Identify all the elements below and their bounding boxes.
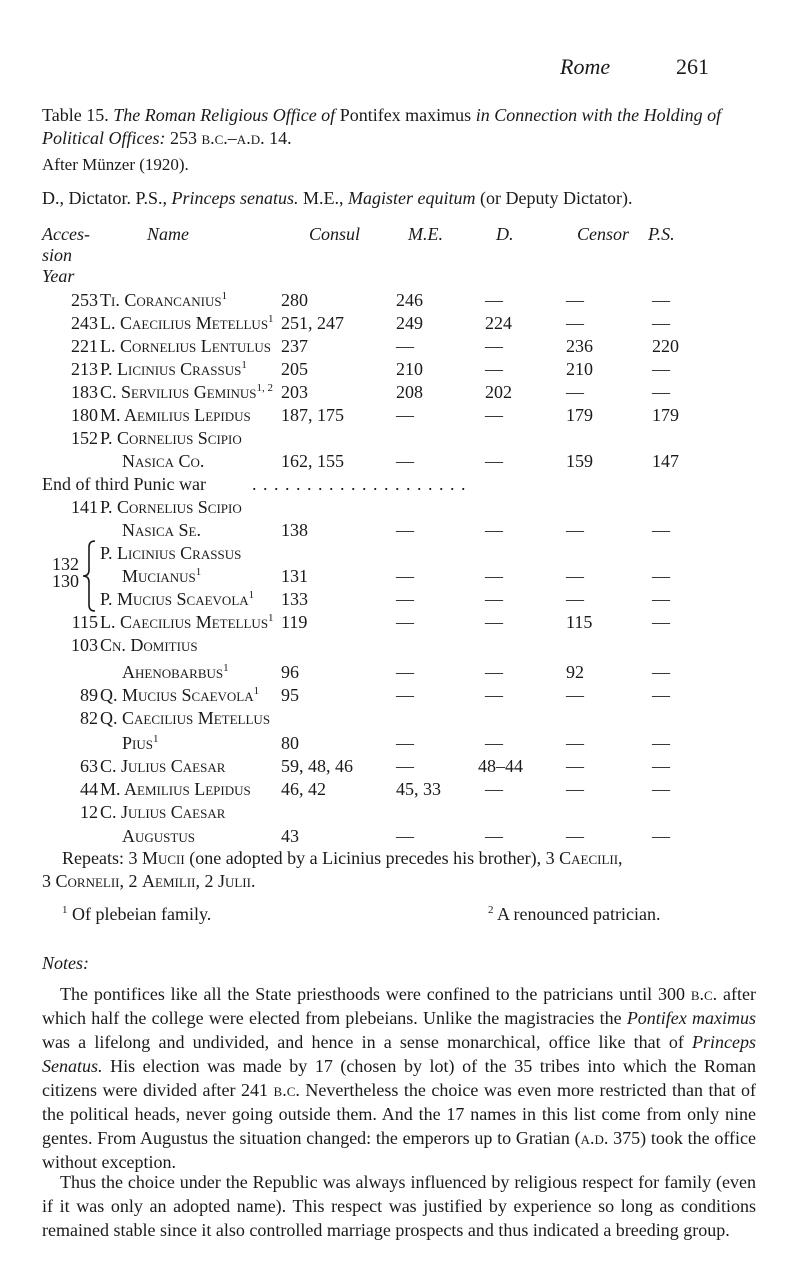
name-text: L. Caecilius Metellus — [100, 313, 269, 333]
table-row — [0, 451, 800, 473]
cell-consul: 80 — [281, 733, 299, 753]
footnote-2 — [488, 904, 660, 925]
cell-me: — — [396, 733, 414, 753]
cell-consul: 43 — [281, 826, 299, 846]
cell-me: 249 — [396, 313, 423, 333]
table-row — [0, 359, 800, 381]
col-consul: Consul — [309, 224, 361, 244]
cell-censor: — — [566, 685, 584, 705]
col-name: Name — [147, 224, 189, 244]
cell-ps: — — [652, 359, 670, 379]
repeats-text-e: 3 — [42, 871, 56, 891]
name-text: C. Servilius Geminus — [100, 382, 257, 402]
name-text: P. Cornelius Scipio — [100, 428, 242, 448]
page-number: 261 — [676, 54, 709, 79]
repeats-text-g: , 2 — [119, 871, 142, 891]
cell-name — [100, 612, 274, 633]
cell-name — [100, 359, 247, 380]
cell-me: — — [396, 589, 414, 609]
col-ps: P.S. — [648, 224, 675, 244]
footnote-2-text: A renounced patrician. — [493, 904, 661, 924]
table-row — [0, 826, 800, 848]
cell-consul: 251, 247 — [281, 313, 344, 333]
cell-consul: 138 — [281, 520, 308, 540]
footnote-1-mark: 1 — [62, 904, 68, 916]
cell-name — [100, 382, 273, 403]
repeats-text-i: , 2 — [195, 871, 218, 891]
name-text: Ahenobarbus — [122, 662, 224, 682]
cell-year: 12 — [80, 802, 98, 822]
cell-name: Cn. Domitius — [100, 635, 198, 655]
caption-italic-2: in Connection with the Holding of Political Offices: — [42, 105, 722, 148]
cell-censor: 236 — [566, 336, 593, 356]
cell-name — [100, 405, 251, 426]
cell-d: — — [485, 826, 503, 846]
table-source: After Münzer (1920). — [42, 155, 189, 174]
repeats-text-j: Julii — [217, 871, 251, 891]
table-row — [0, 382, 800, 404]
abbreviations — [42, 188, 632, 209]
cell-d: — — [485, 566, 503, 586]
cell-ps: — — [652, 520, 670, 540]
cell-consul: 237 — [281, 336, 308, 356]
punic-war-label: End of third Punic war — [42, 474, 206, 494]
cell-consul: 119 — [281, 612, 308, 632]
cell-name: C. Julius Caesar — [100, 802, 226, 822]
name-text: Mucianus — [122, 566, 196, 586]
cell-me: 246 — [396, 290, 423, 310]
cell-ps: — — [652, 566, 670, 586]
cell-d: — — [485, 520, 503, 540]
repeats-text-h: Aemilii — [142, 871, 196, 891]
table-caption — [42, 104, 762, 150]
cell-name: Nasica Se. — [122, 520, 201, 540]
cell-me: — — [396, 826, 414, 846]
footnote-mark: 1 — [223, 662, 229, 674]
repeats-text-b: Mucii — [141, 848, 185, 868]
cell-year: 82 — [80, 708, 98, 728]
cell-censor: 210 — [566, 359, 593, 379]
cell-year: 115 — [71, 612, 98, 632]
abbrev-part-3: (or Deputy Dictator). — [475, 188, 633, 208]
notes-heading: Notes: — [42, 953, 89, 973]
cell-consul: 280 — [281, 290, 308, 310]
abbrev-italic-1: Princeps senatus. — [171, 188, 299, 208]
cell-d: — — [485, 290, 503, 310]
cell-censor: 92 — [566, 662, 584, 682]
brace-year-bottom: 130 — [52, 571, 79, 591]
p1-t4: Pontifex maximus — [626, 1008, 756, 1028]
cell-year: 141 — [71, 497, 98, 517]
cell-year: 63 — [80, 756, 98, 776]
table-row — [0, 779, 800, 801]
col-year-2: sion — [42, 245, 73, 265]
p1-t3: after which half the college were elected from plebeians. Unlike the magistracies the — [42, 984, 756, 1028]
cell-name — [100, 428, 242, 449]
cell-ps: — — [652, 313, 670, 333]
cell-consul: 96 — [281, 662, 299, 682]
name-text: L. Cornelius Lentulus — [100, 336, 271, 356]
footnote-mark: 1 — [152, 733, 159, 745]
footnote-2-mark: 2 — [488, 904, 494, 916]
col-censor: Censor — [577, 224, 630, 244]
p1-t6: Princeps Senatus. — [42, 1032, 756, 1076]
cell-ps: 179 — [652, 405, 679, 425]
cell-d: 48–44 — [478, 756, 523, 776]
brace-year-top: 132 — [52, 554, 79, 574]
abbrev-part-1: D., Dictator. P.S., — [42, 188, 172, 208]
cell-censor: — — [566, 733, 584, 753]
table-row — [0, 428, 800, 450]
cell-consul: 162, 155 — [281, 451, 344, 471]
cell-ps: — — [652, 756, 670, 776]
cell-me: 45, 33 — [396, 779, 441, 799]
cell-ps: 147 — [652, 451, 679, 471]
table-row — [0, 756, 800, 778]
table-row — [0, 685, 800, 707]
cell-consul: 187, 175 — [281, 405, 344, 425]
cell-year: 213 — [71, 359, 98, 379]
repeats-text-d: Caecilii, — [559, 848, 623, 868]
cell-d: — — [485, 662, 503, 682]
table-row — [0, 662, 800, 684]
col-year-1: Acces- — [42, 224, 90, 244]
table-row — [0, 566, 800, 588]
footnote-mark: 1 — [195, 566, 202, 578]
cell-me: — — [396, 756, 414, 776]
cell-d: — — [485, 779, 503, 799]
repeats-text-f: Cornelii — [55, 871, 120, 891]
cell-name: M. Aemilius Lepidus — [100, 779, 251, 799]
cell-d: — — [485, 336, 503, 356]
table-row — [0, 635, 800, 657]
cell-name — [122, 662, 229, 683]
cell-name — [122, 733, 158, 754]
p1-t9: Nevertheless the choice was even more restricted than that of the political heads, never going outside them. And the 17 names in this list come from only nine gentes. From Augustus the situation changed: the emperors up to Gratian ( — [42, 1080, 756, 1148]
cell-consul: 131 — [281, 566, 308, 586]
p1-t1: The pontifices like all the State priesthoods were confined to the patricians until 300 — [60, 984, 691, 1004]
p1-t7: His election was made by 17 (chosen by lot) of the 35 tribes into which the Roman citizens were divided after 241 — [42, 1056, 756, 1100]
cell-ps: — — [652, 685, 670, 705]
cell-ps: — — [652, 733, 670, 753]
footnote-mark: 1 — [241, 359, 247, 371]
cell-year: 180 — [71, 405, 98, 425]
table-row — [0, 802, 800, 824]
table-row — [0, 589, 800, 611]
footnote-mark: 1 — [268, 612, 274, 624]
repeats-text-a: Repeats: 3 — [62, 848, 142, 868]
punic-war-row — [0, 474, 800, 496]
cell-year: 221 — [71, 336, 98, 356]
caption-prefix: Table 15. — [42, 105, 114, 125]
repeats-text-k: . — [250, 871, 256, 891]
table-row — [0, 336, 800, 358]
cell-censor: — — [566, 290, 584, 310]
cell-me: — — [396, 566, 414, 586]
cell-ps: — — [652, 612, 670, 632]
cell-censor: — — [566, 756, 584, 776]
cell-censor: 159 — [566, 451, 593, 471]
p1-t10: a.d. — [580, 1128, 609, 1148]
cell-me: — — [396, 662, 414, 682]
cell-me: — — [396, 520, 414, 540]
leader-dots: . . . . . . . . . . . . . . . . . . . . — [252, 474, 467, 494]
cell-me: — — [396, 405, 414, 425]
cell-me: 208 — [396, 382, 423, 402]
cell-me: 210 — [396, 359, 423, 379]
table-row — [0, 543, 800, 565]
cell-ps: — — [652, 589, 670, 609]
name-text: P. Mucius Scaevola — [100, 589, 249, 609]
cell-censor: — — [566, 589, 584, 609]
cell-name: C. Julius Caesar — [100, 756, 226, 776]
table-row — [0, 733, 800, 755]
cell-d: — — [485, 359, 503, 379]
cell-censor: — — [566, 520, 584, 540]
cell-d: — — [485, 612, 503, 632]
cell-name — [100, 336, 271, 357]
footnote-mark: 1 — [253, 685, 260, 697]
p1-t5: was a lifelong and undivided, and hence in a sense monarchical, office like that of — [42, 1032, 693, 1052]
cell-name — [122, 566, 201, 587]
name-text: Q. Mucius Scaevola — [100, 685, 254, 705]
cell-d: — — [485, 451, 503, 471]
cell-d: 202 — [485, 382, 512, 402]
cell-name: P. Licinius Crassus — [100, 543, 242, 563]
cell-consul: 46, 42 — [281, 779, 326, 799]
cell-censor: 115 — [566, 612, 593, 632]
caption-roman-1: Pontifex maximus — [335, 105, 476, 125]
cell-ps: — — [652, 290, 670, 310]
table-row — [0, 313, 800, 335]
cell-d: — — [485, 685, 503, 705]
cell-me: — — [396, 685, 414, 705]
cell-name: Q. Caecilius Metellus — [100, 708, 271, 728]
cell-name — [100, 313, 274, 334]
cell-me: — — [396, 451, 414, 471]
name-text: P. Licinius Crassus — [100, 359, 242, 379]
p1-t11: 375) took the office without exception. — [42, 1128, 756, 1172]
cell-ps: — — [652, 662, 670, 682]
cell-me: — — [396, 336, 414, 356]
col-year-3: Year — [42, 266, 75, 286]
footnote-mark: 1 — [221, 290, 228, 302]
repeats-display-2 — [42, 871, 255, 892]
name-text: Ti. Corancanius — [100, 290, 222, 310]
cell-year: 152 — [71, 428, 98, 448]
cell-name — [100, 685, 259, 706]
cell-name — [100, 589, 254, 610]
caption-roman-2: 253 b.c.–a.d. 14. — [165, 128, 292, 148]
name-text: Nasica Co. — [122, 451, 205, 471]
p1-t2: b.c. — [690, 984, 718, 1004]
cell-year: 89 — [80, 685, 98, 705]
cell-year: 253 — [71, 290, 98, 310]
cell-year: 183 — [71, 382, 98, 402]
table-row — [0, 520, 800, 542]
caption-italic-1: The Roman Religious Office of — [113, 105, 336, 125]
footnote-mark: 1, 2 — [256, 382, 274, 394]
cell-name — [100, 290, 227, 311]
table-row — [0, 708, 800, 730]
p1-t8: b.c. — [273, 1080, 300, 1100]
running-head-title: Rome — [560, 54, 611, 79]
cell-ps: 220 — [652, 336, 679, 356]
table-row — [0, 290, 800, 312]
cell-d: — — [485, 405, 503, 425]
cell-censor: — — [566, 566, 584, 586]
cell-d: — — [485, 733, 503, 753]
cell-consul: 133 — [281, 589, 308, 609]
cell-censor: — — [566, 382, 584, 402]
notes-paragraph-2: Thus the choice under the Republic was always influenced by religious respect for family (even if it was only an adopted name). This respect was justified by experience so long as conditions remained stable since it also controlled marriage prospects and thus indicated a breeding group. — [42, 1172, 756, 1240]
cell-censor: 179 — [566, 405, 593, 425]
cell-year: 103 — [71, 635, 98, 655]
col-d: D. — [496, 224, 514, 244]
cell-censor: — — [566, 313, 584, 333]
repeats-text-c: (one adopted by a Licinius precedes his brother), 3 — [184, 848, 560, 868]
repeats-display-1 — [62, 848, 623, 869]
cell-name: Augustus — [122, 826, 195, 846]
cell-d: — — [485, 589, 503, 609]
col-me: M.E. — [408, 224, 443, 244]
cell-name: P. Cornelius Scipio — [100, 497, 242, 517]
cell-consul: 59, 48, 46 — [281, 756, 353, 776]
cell-year: 243 — [71, 313, 98, 333]
cell-d: 224 — [485, 313, 512, 333]
table-row — [0, 497, 800, 519]
footnote-1 — [62, 904, 211, 925]
cell-ps: — — [652, 779, 670, 799]
table-row — [0, 405, 800, 427]
footnote-1-text: Of plebeian family. — [67, 904, 212, 924]
cell-year: 44 — [80, 779, 98, 799]
name-text: L. Caecilius Metellus — [100, 612, 269, 632]
cell-censor: — — [566, 779, 584, 799]
table-row — [0, 612, 800, 634]
cell-consul: 203 — [281, 382, 308, 402]
footnote-mark: 1 — [268, 313, 274, 325]
abbrev-italic-2: Magister equitum — [348, 188, 476, 208]
cell-me: — — [396, 612, 414, 632]
name-text: Pius — [122, 733, 153, 753]
cell-name — [122, 451, 204, 472]
name-text: M. Aemilius Lepidus — [100, 405, 251, 425]
abbrev-part-2: M.E., — [298, 188, 348, 208]
cell-consul: 95 — [281, 685, 299, 705]
cell-ps: — — [652, 382, 670, 402]
footnote-mark: 1 — [248, 589, 255, 601]
cell-consul: 205 — [281, 359, 308, 379]
notes-paragraph-1 — [42, 982, 756, 1174]
cell-censor: — — [566, 826, 584, 846]
cell-ps: — — [652, 826, 670, 846]
